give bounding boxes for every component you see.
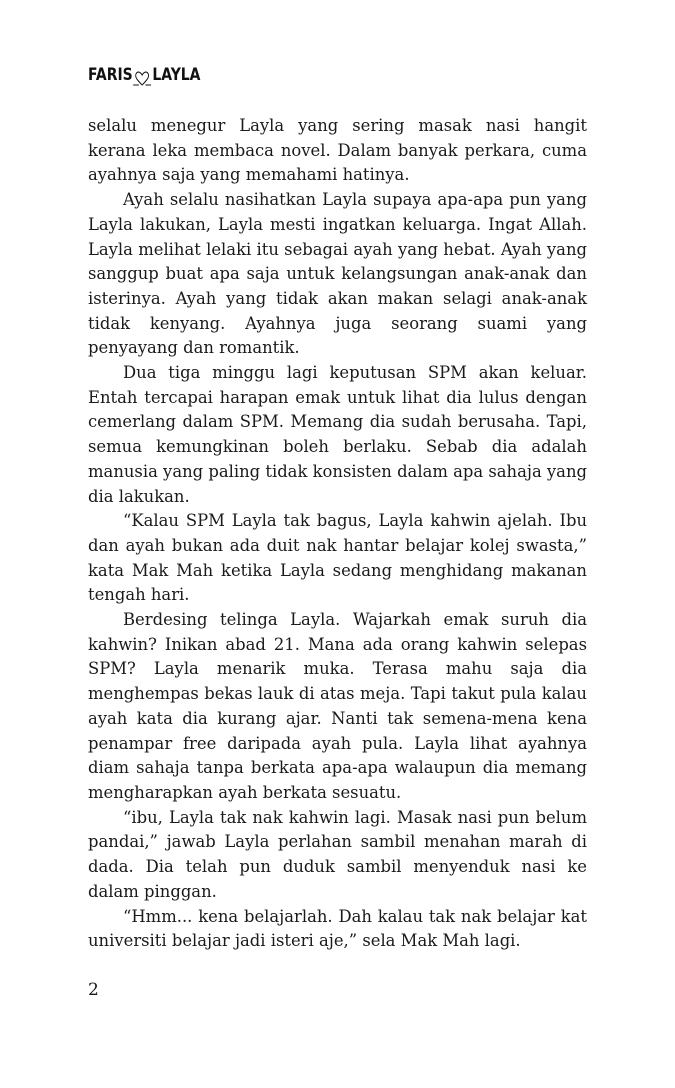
running-header [88,60,200,90]
paragraph: “ibu, Layla tak nak kahwin lagi. Masak nasi pun belum pandai,” jawab Layla perlahan sambil menahan marah di dada. Dia telah pun duduk sambil menyenduk nasi ke dalam pinggan. [88,807,587,901]
body-text [88,114,587,954]
heart-icon [133,68,151,88]
header-name-right: LAYLA [152,65,201,85]
paragraph: Dua tiga minggu lagi keputusan SPM akan keluar. Entah tercapai harapan emak untuk lihat dia lulus dengan cemerlang dalam SPM. Memang dia sudah berusaha. Tapi, semua kemungkinan boleh berlaku. Sebab dia adalah manusia yang paling tidak konsisten dalam apa sahaja yang dia lakukan. [88,363,588,506]
page-number: 2 [88,980,99,1000]
paragraph: Berdesing telinga Layla. Wajarkah emak suruh dia kahwin? Inikan abad 21. Mana ada orang kahwin selepas SPM? Layla menarik muka. Terasa mahu saja dia menghempas bekas lauk di atas meja. Tapi takut pula kalau ayah kata dia kurang ajar. Nanti tak semena-mena kena penampar free daripada ayah pula. Layla lihat ayahnya diam sahaja tanpa berkata apa-apa walaupun dia memang mengharapkan ayah berkata sesuatu. [88,610,587,802]
paragraph: “Hmm... kena belajarlah. Dah kalau tak nak belajar kat universiti belajar jadi isteri aje,” sela Mak Mah lagi. [88,906,587,951]
header-name-left: FARIS [88,65,133,85]
paragraph: Ayah selalu nasihatkan Layla supaya apa-apa pun yang Layla lakukan, Layla mesti ingatkan keluarga. Ingat Allah. Layla melihat lelaki itu sebagai ayah yang hebat. Ayah yang sanggup buat apa saja untuk kelangsungan anak-anak dan isterinya. Ayah yang tidak akan makan selagi anak-anak tidak kenyang. Ayahnya juga seorang suami yang penyayang dan romantik. [88,190,587,358]
paragraph: selalu menegur Layla yang sering masak nasi hangit kerana leka membaca novel. Dalam banyak perkara, cuma ayahnya saja yang memahami hatinya. [88,116,587,185]
paragraph: “Kalau SPM Layla tak bagus, Layla kahwin ajelah. Ibu dan ayah bukan ada duit nak hantar belajar kolej swasta,” kata Mak Mah ketika Layla sedang menghidang makanan tengah hari. [88,511,587,605]
